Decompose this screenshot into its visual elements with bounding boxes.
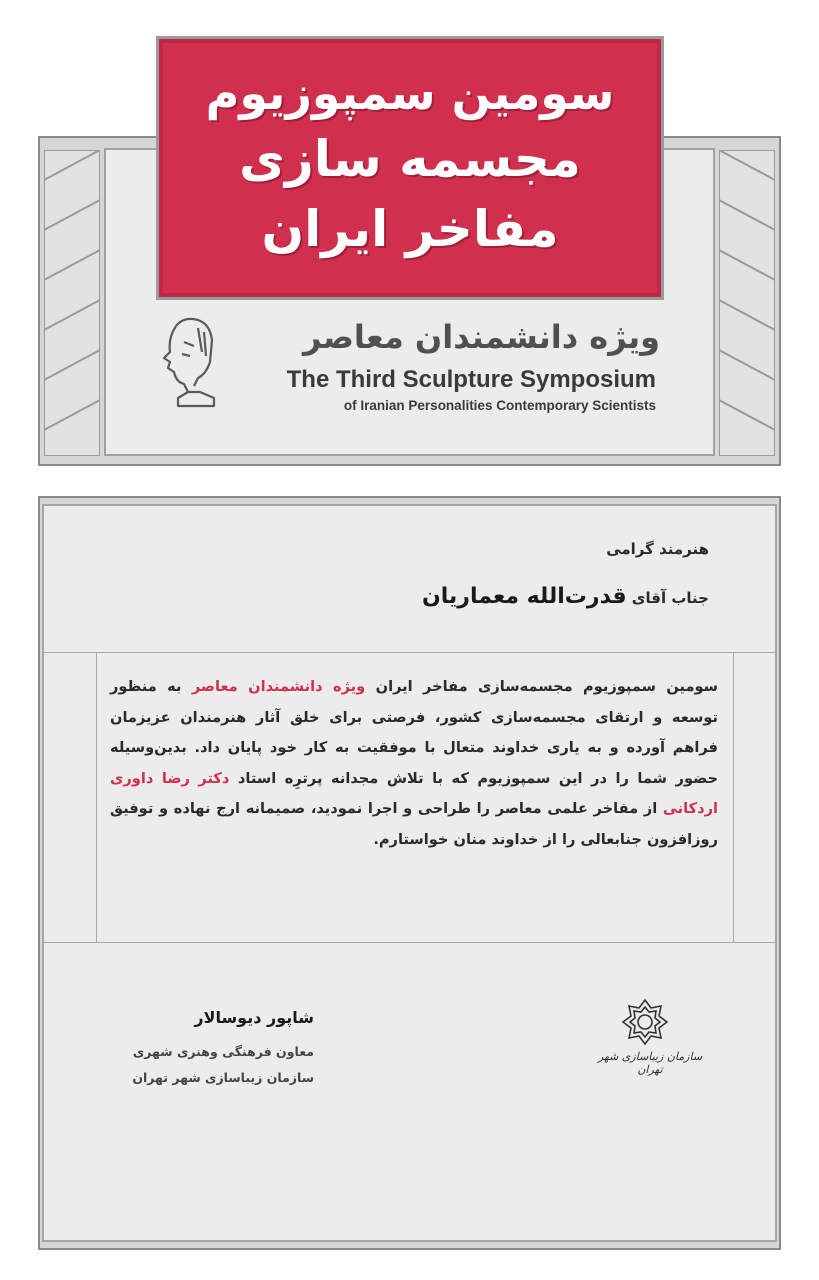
body-text-3: از مفاخر علمی معاصر را طراحی و اجرا نمودید، صمیمانه ارج نهاده و توفیق روزافزون جنابعالی را از خداوند منان خواستارم. xyxy=(110,800,718,848)
signature-name: شاپور دیوسالار xyxy=(194,1008,314,1027)
body-text-2: به منظور توسعه و ارتقای مجسمه‌سازی کشور، فرصتی برای خلق آثار هنرمندان عزیزمان فراهم آورده و به یاری خداوند متعال با موفقیت به کار خود پایان داد. بدین‌وسیله حضور شما را در این سمپوزیوم که با تلاش مجدانه پرترِه استاد xyxy=(110,678,719,787)
left-hatch-pattern xyxy=(44,150,100,456)
org-logo-caption: سازمان زیباسازی شهر تهران xyxy=(597,1050,703,1076)
divider-right xyxy=(733,652,734,942)
sculpture-bust-icon xyxy=(154,312,224,412)
body-highlight-2: دکتر رضا داوری اردکانی xyxy=(110,769,718,818)
subtitle-english-line-1: The Third Sculpture Symposium xyxy=(286,366,656,393)
body-highlight-1: ویژه دانشمندان معاصر xyxy=(191,678,366,695)
divider-left xyxy=(96,652,97,942)
addressee xyxy=(422,584,709,609)
divider-bottom xyxy=(44,942,775,943)
divider-top xyxy=(44,652,775,653)
subtitle-english-line-2: of Iranian Personalities Contemporary Scientists xyxy=(343,398,656,413)
letter-body xyxy=(110,672,718,856)
title-line-3: مفاخر ایران xyxy=(261,200,559,258)
addressee-prefix: جناب آقای xyxy=(631,589,709,607)
tehran-beautification-logo-icon xyxy=(600,992,710,1092)
body-text-1: سومین سمپوزیوم مجسمه‌سازی مفاخر ایران xyxy=(365,678,718,695)
title-line-1: سومین سمپوزیوم xyxy=(205,66,615,120)
addressee-name: قدرت‌الله معماریان xyxy=(422,584,627,609)
signature-role-2: سازمان زیباسازی شهر تهران xyxy=(132,1070,314,1085)
title-line-2: مجسمه سازی xyxy=(239,130,581,188)
right-hatch-pattern xyxy=(719,150,775,456)
greeting: هنرمند گرامی xyxy=(606,540,709,558)
subtitle-persian: ویژه دانشمندان معاصر xyxy=(303,318,660,356)
signature-role-1: معاون فرهنگی وهنری شهری xyxy=(132,1044,314,1059)
letter-paper xyxy=(42,504,777,1242)
